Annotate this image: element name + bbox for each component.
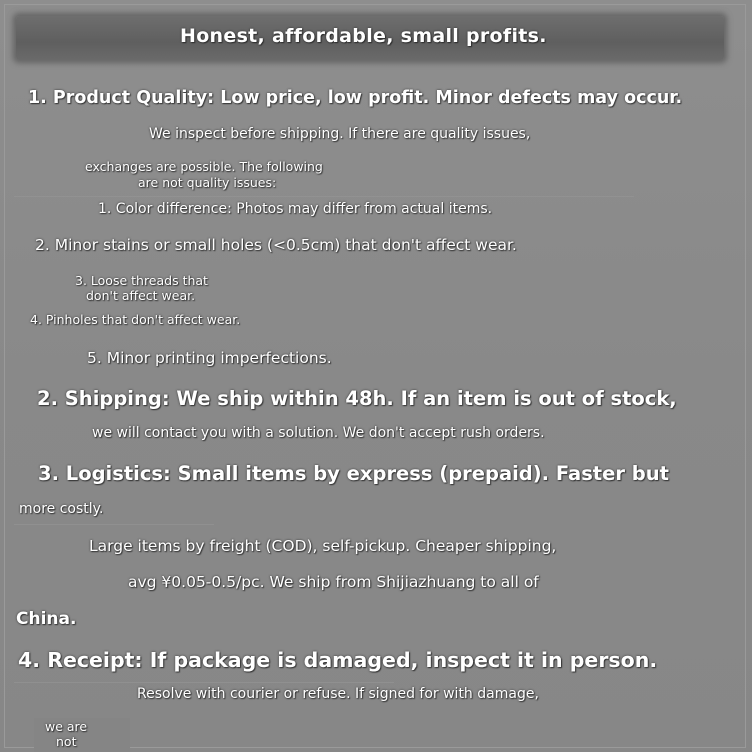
- receipt-resolve: Resolve with courier or refuse. If signed for with damage,: [137, 686, 539, 702]
- quality-item-3-line-1: 3. Loose threads that: [75, 273, 208, 288]
- quality-inspect-text: We inspect before shipping. If there are quality issues,: [149, 126, 531, 142]
- quality-item-5: 5. Minor printing imperfections.: [87, 349, 332, 367]
- shipping-detail: we will contact you with a solution. We don't accept rush orders.: [92, 425, 545, 441]
- quality-item-3-line-2: don't affect wear.: [86, 288, 196, 303]
- quality-item-2: 2. Minor stains or small holes (<0.5cm) that don't affect wear.: [35, 236, 517, 254]
- notice-title: Honest, affordable, small profits.: [180, 25, 547, 47]
- logistics-cont: more costly.: [19, 501, 104, 517]
- receipt-tail-line-2: not: [56, 734, 77, 749]
- receipt-tail-line-1: we are: [45, 719, 88, 734]
- logistics-china: China.: [16, 609, 77, 629]
- logistics-heading: 3. Logistics: Small items by express (prepaid). Faster but: [38, 462, 669, 485]
- quality-heading: 1. Product Quality: Low price, low profit. Minor defects may occur.: [28, 88, 683, 108]
- shipping-heading: 2. Shipping: We ship within 48h. If an item is out of stock,: [37, 387, 677, 410]
- quality-item-4: 4. Pinholes that don't affect wear.: [30, 312, 241, 327]
- logistics-avg-cost: avg ¥0.05-0.5/pc. We ship from Shijiazhuang to all of: [128, 573, 539, 591]
- receipt-heading: 4. Receipt: If package is damaged, inspect it in person.: [18, 648, 658, 672]
- quality-exchange-line-2: are not quality issues:: [138, 175, 277, 190]
- faint-divider: [14, 196, 634, 197]
- notice-frame: [4, 4, 746, 748]
- faint-divider: [14, 682, 394, 683]
- faint-divider: [14, 524, 214, 525]
- quality-item-1: 1. Color difference: Photos may differ from actual items.: [98, 201, 493, 217]
- quality-exchange-line-1: exchanges are possible. The following: [85, 159, 323, 174]
- logistics-large-items: Large items by freight (COD), self-pickup. Cheaper shipping,: [89, 537, 557, 555]
